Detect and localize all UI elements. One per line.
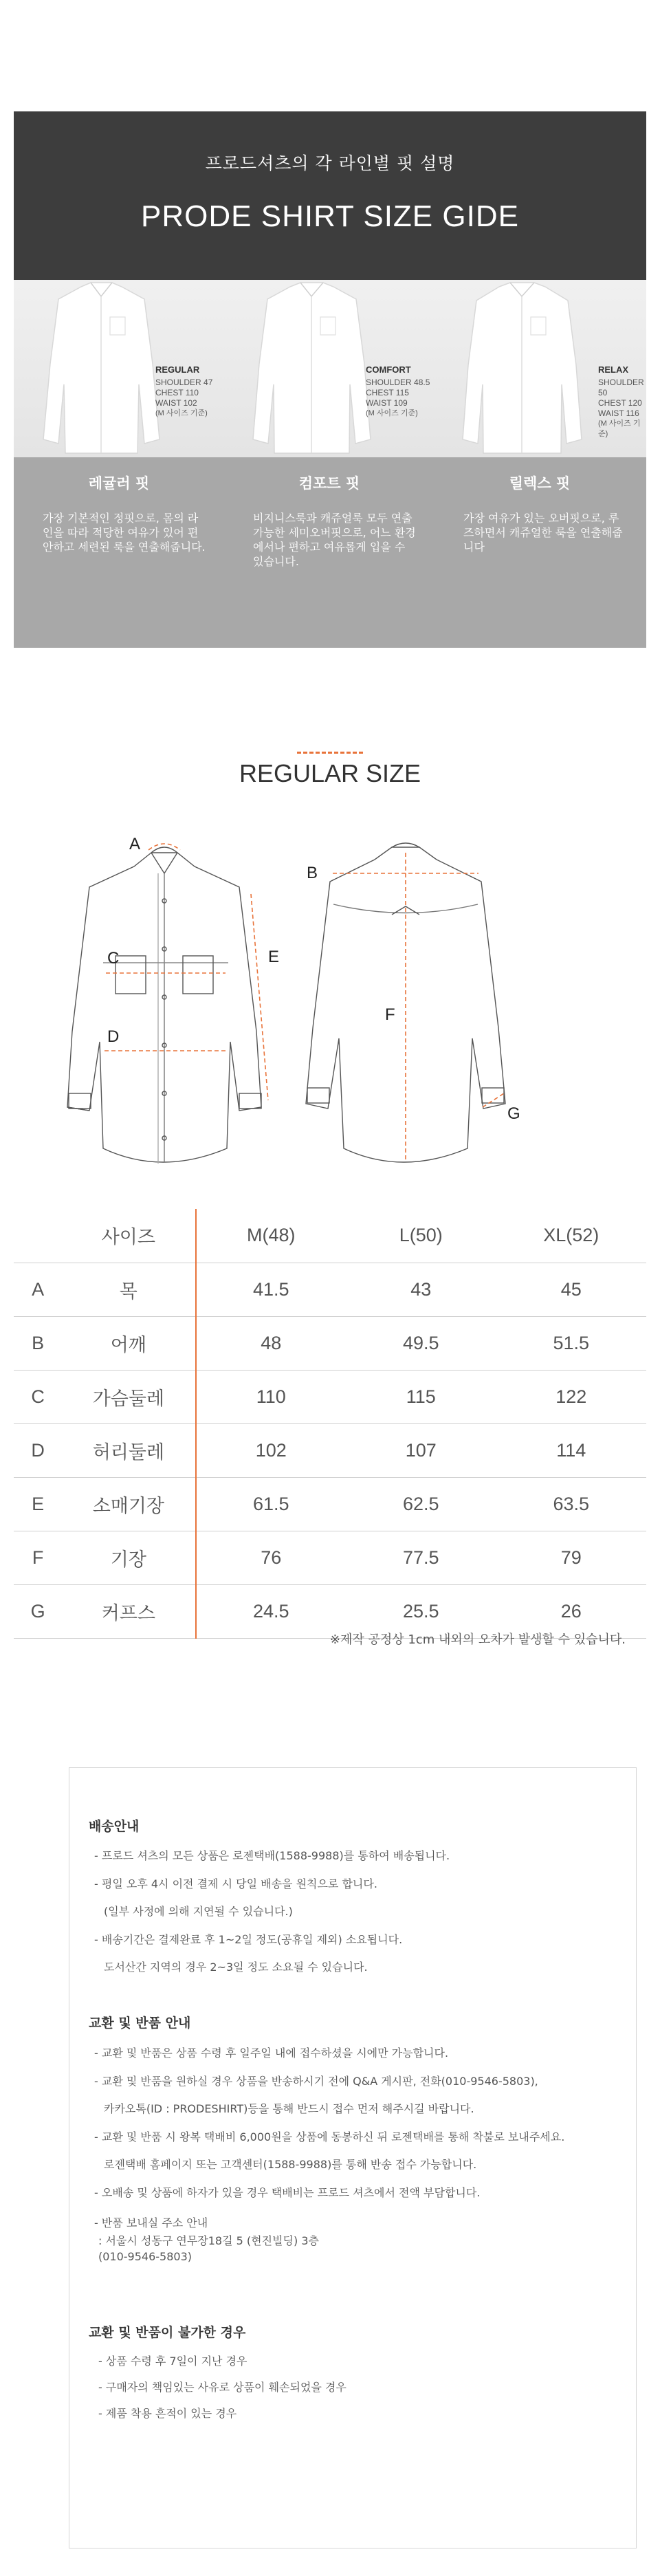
not-allowed-line: - 구매자의 책임있는 사유로 상품이 훼손되었을 경우 xyxy=(98,2381,346,2394)
delivery-heading: 배송안내 xyxy=(89,1819,140,1834)
row-value-l: 62.5 xyxy=(346,1477,496,1531)
row-code: B xyxy=(14,1316,62,1370)
fit-column-regular xyxy=(14,280,224,457)
regular-spec-note: (M 사이즈 기준) xyxy=(155,409,208,417)
relax-fit-name: 릴렉스 핏 xyxy=(509,475,571,492)
shipping-info-box xyxy=(69,1767,637,2548)
row-value-m: 76 xyxy=(196,1531,346,1584)
size-table xyxy=(14,1209,646,1639)
row-name: 가슴둘레 xyxy=(62,1370,195,1423)
comfort-specs xyxy=(366,364,430,419)
row-value-xl: 79 xyxy=(496,1531,647,1584)
comfort-shirt-photo xyxy=(252,281,372,457)
table-row xyxy=(14,1423,646,1477)
header-xl: XL(52) xyxy=(543,1225,600,1246)
row-value-m: 61.5 xyxy=(196,1477,346,1531)
relax-fit-description xyxy=(434,457,645,648)
fit-column-comfort xyxy=(224,280,434,457)
fit-guide-title: PRODE SHIRT SIZE GIDE xyxy=(141,199,519,233)
row-name: 기장 xyxy=(62,1531,195,1584)
tolerance-note: ※제작 공정상 1cm 내외의 오차가 발생할 수 있습니다. xyxy=(329,1633,626,1647)
row-value-m: 24.5 xyxy=(196,1584,346,1638)
row-code: G xyxy=(14,1584,62,1638)
row-code: D xyxy=(14,1423,62,1477)
relax-spec-chest: CHEST 120 xyxy=(598,398,642,408)
shirt-flat-drawings xyxy=(62,832,605,1190)
exchange-line: - 교환 및 반품은 상품 수령 후 일주일 내에 접수하셨을 시에만 가능합니다. xyxy=(94,2046,449,2060)
row-value-m: 41.5 xyxy=(196,1263,346,1316)
not-allowed-line: - 제품 착용 흔적이 있는 경우 xyxy=(98,2407,237,2420)
row-value-l: 115 xyxy=(346,1370,496,1423)
delivery-line: 도서산간 지역의 경우 2~3일 정도 소요될 수 있습니다. xyxy=(104,1961,368,1974)
row-name: 목 xyxy=(62,1263,195,1316)
regular-spec-shoulder: SHOULDER 47 xyxy=(155,378,213,387)
row-name: 커프스 xyxy=(62,1584,195,1638)
regular-specs xyxy=(155,364,212,419)
table-row xyxy=(14,1531,646,1584)
table-row xyxy=(14,1316,646,1370)
size-table-header xyxy=(14,1209,646,1263)
diagram-label-c: C xyxy=(107,949,120,968)
row-code: A xyxy=(14,1263,62,1316)
comfort-line-name: COMFORT xyxy=(366,364,411,375)
delivery-line: (일부 사정에 의해 지연될 수 있습니다.) xyxy=(104,1905,293,1918)
diagram-label-g: G xyxy=(507,1104,520,1123)
regular-fit-description xyxy=(14,457,224,648)
comfort-spec-shoulder: SHOULDER 48.5 xyxy=(366,378,430,387)
diagram-label-b: B xyxy=(307,864,318,882)
relax-spec-shoulder: SHOULDER 50 xyxy=(598,378,644,397)
diagram-label-a: A xyxy=(129,835,141,853)
row-value-l: 49.5 xyxy=(346,1316,496,1370)
row-name: 어깨 xyxy=(62,1316,195,1370)
row-code: C xyxy=(14,1370,62,1423)
relax-shirt-photo xyxy=(462,281,582,457)
table-row xyxy=(14,1263,646,1316)
fit-guide-header xyxy=(14,111,646,280)
relax-spec-note: (M 사이즈 기준) xyxy=(598,419,641,438)
header-m: M(48) xyxy=(247,1225,296,1246)
row-name: 허리둘레 xyxy=(62,1423,195,1477)
row-code: F xyxy=(14,1531,62,1584)
exchange-line: 카카오톡(ID : PRODESHIRT)등을 통해 반드시 접수 먼저 해주시길 바랍니다. xyxy=(104,2102,474,2115)
front-shirt-drawing xyxy=(67,847,261,1164)
measurement-diagram xyxy=(62,832,605,1190)
row-value-xl: 26 xyxy=(496,1584,647,1638)
comfort-spec-note: (M 사이즈 기준) xyxy=(366,409,418,417)
row-value-m: 110 xyxy=(196,1370,346,1423)
row-value-l: 25.5 xyxy=(346,1584,496,1638)
exchange-line: - 교환 및 반품을 원하실 경우 상품을 반송하시기 전에 Q&A 게시판, 전화(010-9546-5803), xyxy=(94,2075,538,2088)
comfort-fit-description xyxy=(224,457,434,648)
exchange-line: - 오배송 및 상품에 하자가 있을 경우 택배비는 프로드 셔츠에서 전액 부담합니다. xyxy=(94,2186,481,2199)
regular-spec-chest: CHEST 110 xyxy=(155,388,199,397)
row-value-l: 77.5 xyxy=(346,1531,496,1584)
comfort-spec-chest: CHEST 115 xyxy=(366,388,409,397)
header-blank xyxy=(14,1209,62,1263)
row-value-xl: 51.5 xyxy=(496,1316,647,1370)
row-value-xl: 63.5 xyxy=(496,1477,647,1531)
header-size: 사이즈 xyxy=(62,1209,195,1263)
fit-photos-strip xyxy=(14,280,646,457)
row-value-m: 102 xyxy=(196,1423,346,1477)
row-value-xl: 122 xyxy=(496,1370,647,1423)
delivery-line: - 프로드 셔츠의 모든 상품은 로젠택배(1588-9988)를 통하여 배송됩니다. xyxy=(94,1849,450,1862)
exchange-heading: 교환 및 반품 안내 xyxy=(89,2016,191,2031)
comfort-fit-name: 컴포트 핏 xyxy=(298,475,360,492)
row-code: E xyxy=(14,1477,62,1531)
relax-fit-text: 가장 여유가 있는 오버핏으로, 루즈하면서 캐쥬얼한 룩을 연출해줍니다 xyxy=(463,512,623,554)
comfort-spec-waist: WAIST 109 xyxy=(366,398,408,408)
fit-column-relax xyxy=(434,280,645,457)
exchange-line: - 교환 및 반품 시 왕복 택배비 6,000원을 상품에 동봉하신 뒤 로젠택배를 통해 착불로 보내주세요. xyxy=(94,2130,565,2143)
not-allowed-heading: 교환 및 반품이 불가한 경우 xyxy=(89,2325,246,2340)
exchange-line: - 반품 보내실 주소 안내 xyxy=(94,2216,208,2229)
fit-guide-section xyxy=(14,111,646,648)
row-name: 소매기장 xyxy=(62,1477,195,1531)
regular-line-name: REGULAR xyxy=(155,364,200,375)
diagram-label-e: E xyxy=(268,948,280,966)
relax-line-name: RELAX xyxy=(598,364,629,375)
regular-fit-name: 레귤러 핏 xyxy=(88,475,150,492)
delivery-line: - 배송기간은 결제완료 후 1~2일 정도(공휴일 제외) 소요됩니다. xyxy=(94,1933,403,1946)
row-value-xl: 45 xyxy=(496,1263,647,1316)
return-address: : 서울시 성동구 연무장18길 5 (현진빌딩) 3층 xyxy=(98,2234,319,2247)
comfort-fit-text: 비지니스룩과 캐쥬얼룩 모두 연출 가능한 세미오버핏으로, 어느 환경에서나 편하고 여유롭게 입을 수 있습니다. xyxy=(253,512,416,568)
title-decoration xyxy=(297,752,363,754)
fit-guide-subtitle: 프로드셔츠의 각 라인별 핏 설명 xyxy=(205,153,455,173)
row-value-m: 48 xyxy=(196,1316,346,1370)
row-value-xl: 114 xyxy=(496,1423,647,1477)
header-l: L(50) xyxy=(399,1225,443,1246)
diagram-label-f: F xyxy=(385,1005,395,1024)
not-allowed-line: - 상품 수령 후 7일이 지난 경우 xyxy=(98,2355,248,2368)
regular-fit-text: 가장 기본적인 정핏으로, 몸의 라인을 따라 적당한 여유가 있어 편안하고 세련된 룩을 연출해줍니다. xyxy=(43,512,206,554)
table-row xyxy=(14,1477,646,1531)
regular-spec-waist: WAIST 102 xyxy=(155,398,197,408)
row-value-l: 43 xyxy=(346,1263,496,1316)
relax-spec-waist: WAIST 116 xyxy=(598,408,639,418)
regular-shirt-photo xyxy=(41,281,162,457)
delivery-line: - 평일 오후 4시 이전 결제 시 당일 배송을 원칙으로 합니다. xyxy=(94,1877,377,1890)
regular-size-title: REGULAR SIZE xyxy=(239,759,421,787)
relax-specs xyxy=(598,364,645,439)
diagram-label-d: D xyxy=(107,1027,120,1046)
table-row xyxy=(14,1370,646,1423)
return-phone: (010-9546-5803) xyxy=(98,2250,192,2263)
exchange-line: 로젠택배 홈페이지 또는 고객센터(1588-9988)를 통해 반송 접수 가능합니다. xyxy=(104,2158,477,2171)
row-value-l: 107 xyxy=(346,1423,496,1477)
